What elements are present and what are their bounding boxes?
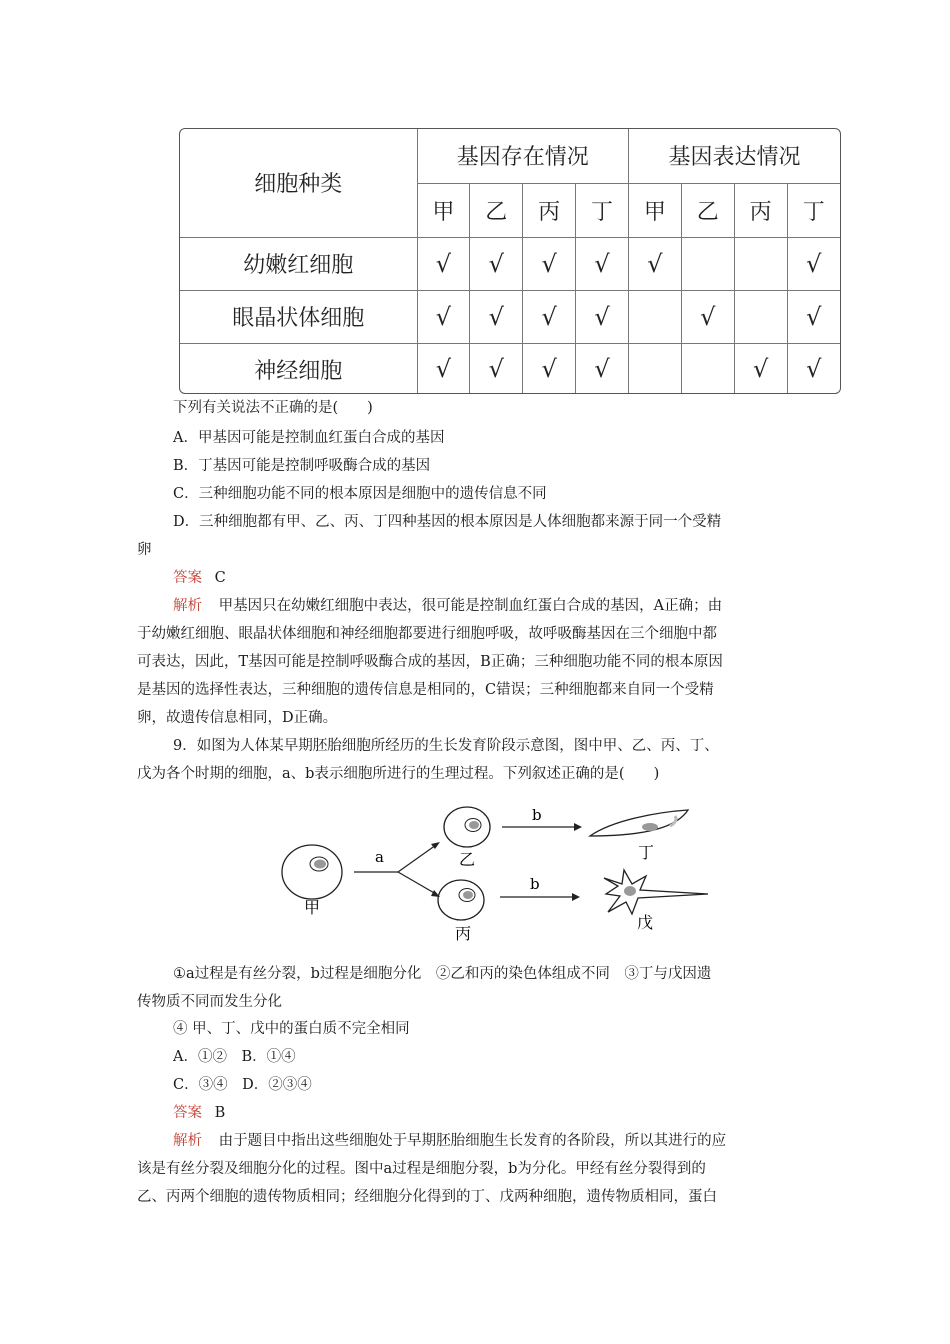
q8-analysis-line: 可表达，因此，T基因可能是控制呼吸酶合成的基因，B正确；三种细胞功能不同的根本原因 xyxy=(137,654,723,670)
row-label: 神经细胞 xyxy=(180,343,417,394)
nucleus xyxy=(642,823,658,831)
q9-options-ab: A．①② B．①④ xyxy=(173,1049,296,1065)
label-bing: 丙 xyxy=(455,924,472,943)
answer-label: 答案 xyxy=(173,570,202,586)
check-cell: √ xyxy=(470,237,523,290)
check-cell: √ xyxy=(787,237,840,290)
check-cell: √ xyxy=(523,343,576,394)
q8-analysis-line: 于幼嫩红细胞、眼晶状体细胞和神经细胞都要进行细胞呼吸，故呼吸酶基因在三个细胞中都 xyxy=(137,626,717,642)
q8-stem: 下列有关说法不正确的是( ) xyxy=(173,400,373,416)
analysis-text: 甲基因只在幼嫩红细胞中表达，很可能是控制血红蛋白合成的基因，A正确；由 xyxy=(218,598,723,614)
label-b-top: b xyxy=(532,806,542,824)
q8-analysis-line: 卵，故遗传信息相同，D正确。 xyxy=(137,710,338,726)
q9-statement-1: ①a过程是有丝分裂，b过程是细胞分化 ②乙和丙的染色体组成不同 ③丁与戊因遗 xyxy=(173,966,712,982)
q8-answer xyxy=(173,568,853,588)
cell-shading xyxy=(670,816,676,826)
label-b-bottom: b xyxy=(530,875,540,893)
check-cell xyxy=(734,237,787,290)
arrow-a-up xyxy=(398,845,436,872)
check-cell: √ xyxy=(470,343,523,394)
table-corner-header: 细胞种类 xyxy=(180,129,417,237)
check-cell xyxy=(629,343,682,394)
q9-stem: 9．如图为人体某早期胚胎细胞所经历的生长发育阶段示意图，图中甲、乙、丙、丁、 xyxy=(173,738,719,754)
gene-header: 丙 xyxy=(523,183,576,237)
q8-analysis-line: 是基因的选择性表达，三种细胞的遗传信息是相同的，C错误；三种细胞都来自同一个受精 xyxy=(137,682,714,698)
cell-jia xyxy=(282,845,342,899)
label-yi: 乙 xyxy=(459,850,476,869)
gene-header: 甲 xyxy=(629,183,682,237)
q9-answer xyxy=(173,1103,853,1123)
check-cell xyxy=(681,237,734,290)
label-jia: 甲 xyxy=(304,898,321,917)
q9-options-cd: C．③④ D．②③④ xyxy=(173,1077,312,1093)
gene-table xyxy=(179,128,841,394)
table-row xyxy=(180,343,840,394)
gene-header: 丁 xyxy=(576,183,629,237)
check-cell: √ xyxy=(576,237,629,290)
gene-header: 丙 xyxy=(734,183,787,237)
check-cell xyxy=(734,290,787,343)
table-row xyxy=(180,237,840,290)
analysis-text: 由于题目中指出这些细胞处于早期胚胎细胞生长发育的各阶段，所以其进行的应 xyxy=(218,1133,727,1149)
q8-option-d: D．三种细胞都有甲、乙、丙、丁四种基因的根本原因是人体细胞都来源于同一个受精 xyxy=(173,514,722,530)
answer-value: C xyxy=(214,570,226,586)
table-group-header-expression: 基因表达情况 xyxy=(629,129,841,183)
q8-option-d-cont: 卵 xyxy=(137,542,152,558)
table-group-header-presence: 基因存在情况 xyxy=(417,129,629,183)
gene-header: 乙 xyxy=(681,183,734,237)
q9-analysis-line: 该是有丝分裂及细胞分化的过程。图中a过程是细胞分裂，b为分化。甲经有丝分裂得到的 xyxy=(137,1161,706,1177)
label-ding: 丁 xyxy=(638,843,655,862)
cell-bing xyxy=(438,880,484,920)
check-cell: √ xyxy=(523,237,576,290)
q8-analysis-line xyxy=(173,596,853,616)
check-cell xyxy=(629,290,682,343)
answer-label: 答案 xyxy=(173,1105,202,1121)
q8-option-c: C．三种细胞功能不同的根本原因是细胞中的遗传信息不同 xyxy=(173,486,547,502)
q9-analysis-line: 乙、丙两个细胞的遗传物质相同；经细胞分化得到的丁、戊两种细胞，遗传物质相同，蛋白 xyxy=(137,1189,717,1205)
q9-analysis-line xyxy=(173,1131,853,1151)
arrowhead xyxy=(572,893,580,901)
check-cell: √ xyxy=(470,290,523,343)
answer-value: B xyxy=(214,1105,226,1121)
nucleolus xyxy=(469,821,479,829)
q8-option-b: B．丁基因可能是控制呼吸酶合成的基因 xyxy=(173,458,431,474)
check-cell: √ xyxy=(787,290,840,343)
gene-header: 丁 xyxy=(787,183,840,237)
analysis-label: 解析 xyxy=(173,1133,202,1149)
q9-statement-4: ④ 甲、丁、戊中的蛋白质不完全相同 xyxy=(173,1021,410,1037)
nucleolus xyxy=(463,891,473,899)
check-cell: √ xyxy=(417,343,470,394)
cell-wu xyxy=(604,870,708,914)
analysis-label: 解析 xyxy=(173,598,202,614)
check-cell: √ xyxy=(787,343,840,394)
table-row xyxy=(180,290,840,343)
check-cell: √ xyxy=(576,290,629,343)
check-cell: √ xyxy=(734,343,787,394)
check-cell: √ xyxy=(417,290,470,343)
nucleus xyxy=(624,886,636,896)
arrowhead xyxy=(574,823,582,831)
check-cell xyxy=(681,343,734,394)
row-label: 幼嫩红细胞 xyxy=(180,237,417,290)
arrow-a-down xyxy=(398,872,436,894)
check-cell: √ xyxy=(629,237,682,290)
label-wu: 戊 xyxy=(637,913,654,932)
q8-option-a: A．甲基因可能是控制血红蛋白合成的基因 xyxy=(173,430,445,446)
cell-development-diagram xyxy=(268,790,720,952)
check-cell: √ xyxy=(681,290,734,343)
check-cell: √ xyxy=(523,290,576,343)
label-a: a xyxy=(375,848,384,866)
row-label: 眼晶状体细胞 xyxy=(180,290,417,343)
nucleolus xyxy=(314,860,326,869)
gene-header: 甲 xyxy=(417,183,470,237)
q9-stem-cont: 戊为各个时期的细胞，a、b表示细胞所进行的生理过程。下列叙述正确的是( ) xyxy=(137,766,660,782)
gene-header: 乙 xyxy=(470,183,523,237)
check-cell: √ xyxy=(576,343,629,394)
check-cell: √ xyxy=(417,237,470,290)
q9-statement-1-cont: 传物质不同而发生分化 xyxy=(137,994,282,1010)
